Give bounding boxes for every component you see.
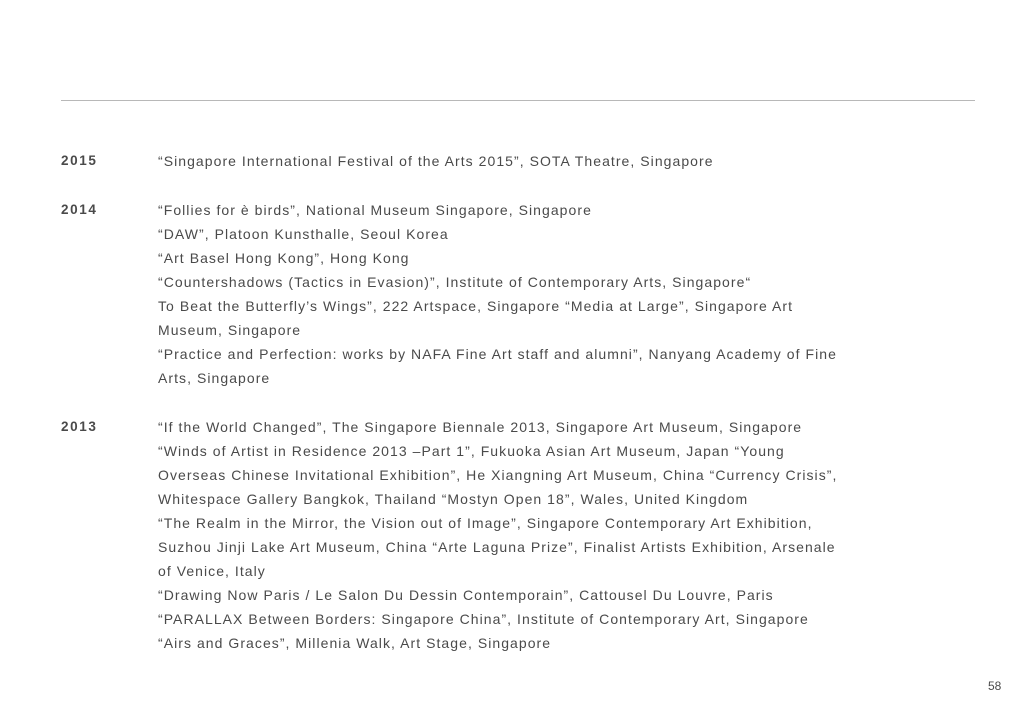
exhibition-line: “Art Basel Hong Kong”, Hong Kong <box>158 250 410 266</box>
exhibition-line: “Drawing Now Paris / Le Salon Du Dessin Contemporain”, Cattousel Du Louvre, Paris <box>158 587 774 603</box>
header-divider <box>61 100 975 101</box>
exhibition-line: “Airs and Graces”, Millenia Walk, Art Stage, Singapore <box>158 635 552 651</box>
exhibition-line: “Follies for è birds”, National Museum Singapore, Singapore <box>158 202 592 218</box>
page-number: 58 <box>988 679 1002 693</box>
exhibition-line: “If the World Changed”, The Singapore Biennale 2013, Singapore Art Museum, Singapore <box>158 419 803 435</box>
exhibition-line: “Winds of Artist in Residence 2013 –Part 1”, Fukuoka Asian Art Museum, Japan “Young <box>158 443 785 459</box>
exhibition-line: Arts, Singapore <box>158 370 271 386</box>
exhibition-line: “Singapore International Festival of the Arts 2015”, SOTA Theatre, Singapore <box>158 153 714 169</box>
exhibition-line: “DAW”, Platoon Kunsthalle, Seoul Korea <box>158 226 449 242</box>
exhibition-line: “PARALLAX Between Borders: Singapore China”, Institute of Contemporary Art, Singapore <box>158 611 809 627</box>
year-label: 2014 <box>61 202 98 217</box>
exhibition-line: “Countershadows (Tactics in Evasion)”, Institute of Contemporary Arts, Singapore“ <box>158 274 752 290</box>
exhibition-line: “Practice and Perfection: works by NAFA Fine Art staff and alumni”, Nanyang Academy of Fine <box>158 346 837 362</box>
exhibition-line: “The Realm in the Mirror, the Vision out of Image”, Singapore Contemporary Art Exhibition, <box>158 515 813 531</box>
year-label: 2013 <box>61 419 98 434</box>
exhibition-line: To Beat the Butterfly’s Wings”, 222 Artspace, Singapore “Media at Large”, Singapore Art <box>158 298 794 314</box>
year-label: 2015 <box>61 153 98 168</box>
exhibition-line: Overseas Chinese Invitational Exhibition”, He Xiangning Art Museum, China “Currency Crisis”, <box>158 467 838 483</box>
exhibition-line: Suzhou Jinji Lake Art Museum, China “Arte Laguna Prize”, Finalist Artists Exhibition, Arsenale <box>158 539 836 555</box>
exhibition-line: Whitespace Gallery Bangkok, Thailand “Mostyn Open 18”, Wales, United Kingdom <box>158 491 749 507</box>
exhibition-line: Museum, Singapore <box>158 322 302 338</box>
exhibition-line: of Venice, Italy <box>158 563 266 579</box>
